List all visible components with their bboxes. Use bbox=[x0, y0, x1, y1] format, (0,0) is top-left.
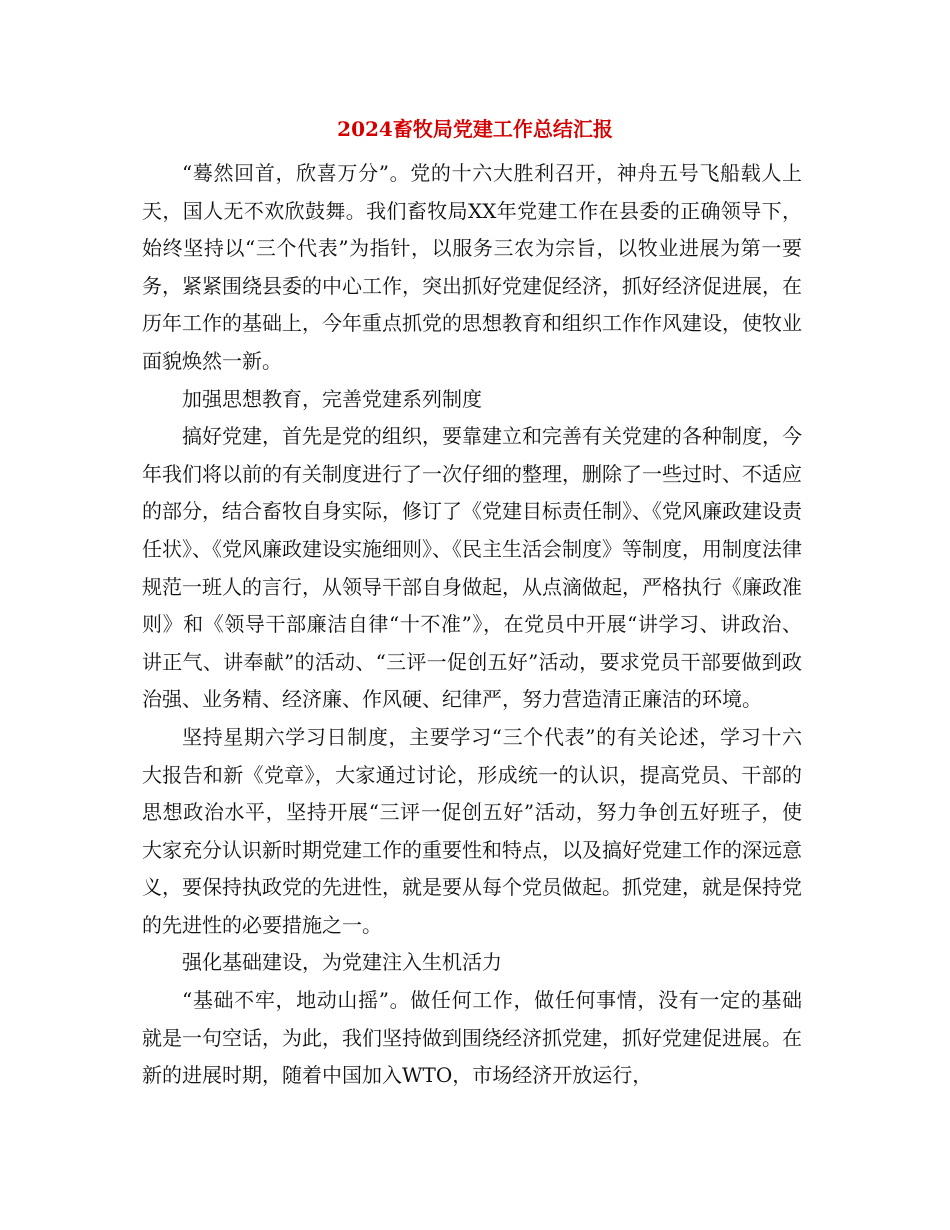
paragraph-foundation: “基础不牢，地动山摇”。做任何工作，做任何事情，没有一定的基础就是一句空话，为此，我们坚持做到围绕经济抓党建，抓好党建促进展。在新的进展时期，随着中国加入WTO，市场经济开放运行， bbox=[142, 988, 802, 1088]
paragraph-system-rules: 搞好党建，首先是党的组织，要靠建立和完善有关党建的各种制度，今年我们将以前的有关制度进行了一次仔细的整理，删除了一些过时、不适应的部分，结合畜牧自身实际，修订了《党建目标责任制》、《党风廉政建设责任状》、《党风廉政建设实施细则》、《民主生活会制度》等制度，用制度法律规范一班人的言行，从领导干部自身做起，从点滴做起，严格执行《廉政准则》和《领导干部廉洁自律“十不准”》，在党员中开展“讲学习、讲政治、讲正气、讲奉献”的活动、“三评一促创五好”活动，要求党员干部要做到政治强、业务精、经济廉、作风硬、纪律严，努力营造清正廉洁的环境。 bbox=[142, 424, 802, 712]
section-heading-foundation: 强化基础建设，为党建注入生机活力 bbox=[182, 950, 502, 975]
paragraph-study-day: 坚持星期六学习日制度，主要学习“三个代表”的有关论述，学习十六大报告和新《党章》，大家通过讨论，形成统一的认识，提高党员、干部的思想政治水平，坚持开展“三评一促创五好”活动，努力争创五好班子，使大家充分认识新时期党建工作的重要性和特点，以及搞好党建工作的深远意义，要保持执政党的先进性，就是要从每个党员做起。抓党建，就是保持党的先进性的必要措施之一。 bbox=[142, 724, 802, 937]
document-body bbox=[142, 155, 802, 1095]
section-heading-ideology: 加强思想教育，完善党建系列制度 bbox=[182, 386, 482, 411]
paragraph-intro: “蓦然回首，欣喜万分”。党的十六大胜利召开，神舟五号飞船载人上天，国人无不欢欣鼓舞。我们畜牧局XX年党建工作在县委的正确领导下，始终坚持以“三个代表”为指针，以服务三农为宗旨，以牧业进展为第一要务，紧紧围绕县委的中心工作，突出抓好党建促经济，抓好经济促进展，在历年工作的基础上，今年重点抓党的思想教育和组织工作作风建设，使牧业面貌焕然一新。 bbox=[142, 161, 802, 373]
document-title: 2024畜牧局党建工作总结汇报 bbox=[337, 117, 613, 141]
